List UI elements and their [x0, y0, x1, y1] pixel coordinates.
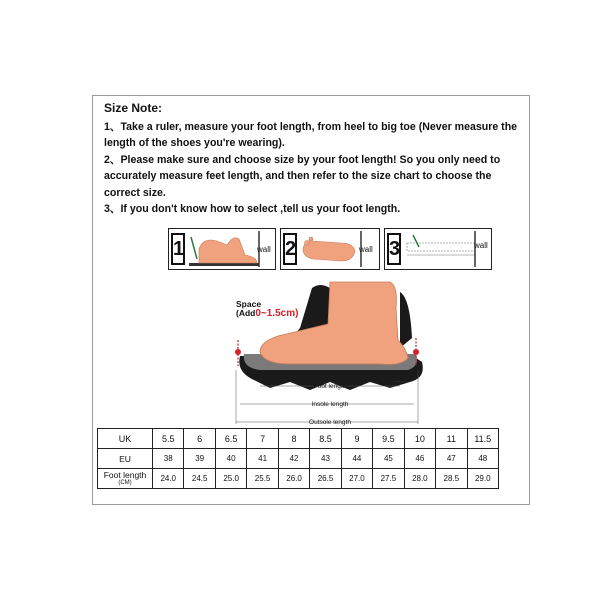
table-cell: 29.0: [467, 469, 498, 489]
size-note-line-2: 2、Please make sure and choose size by your foot length! So you only need to accurately measure feet length, and then refer to the size chart to choose the correct size.: [104, 153, 501, 199]
table-cell: 10: [404, 429, 435, 449]
size-note-line-3: 3、If you don't know how to select ,tell us your foot length.: [104, 203, 401, 215]
step-3-number: 3: [387, 233, 401, 265]
row-header-label: EU: [119, 453, 131, 464]
step-3-ruler-icon: [385, 229, 493, 271]
table-cell: 11: [436, 429, 467, 449]
step-2-number: 2: [283, 233, 297, 265]
step-2-panel: [280, 228, 380, 270]
table-cell: 24.0: [153, 469, 184, 489]
row-header-label: Foot length: [103, 469, 147, 480]
row-header: [98, 449, 153, 469]
table-cell: 5.5: [153, 429, 184, 449]
space-annotation: [236, 300, 298, 318]
table-cell: 44: [341, 449, 372, 469]
insole-length-label: Insole length: [311, 401, 349, 408]
size-note-title: Size Note:: [104, 101, 163, 115]
step-3-wall-label: wall: [474, 241, 488, 250]
step-1-number: 1: [171, 233, 185, 265]
table-cell: 47: [436, 449, 467, 469]
space-label: Space: [236, 299, 262, 309]
table-cell: 25.0: [215, 469, 246, 489]
row-header: [98, 429, 153, 449]
table-row: [98, 449, 499, 469]
row-header: [98, 469, 153, 489]
size-note-line-1: 1、Take a ruler, measure your foot length, from heel to big toe (Never measure the length of the shoes you're wearing).: [104, 120, 518, 149]
row-header-label: UK: [118, 433, 132, 444]
measurement-steps: [168, 228, 492, 272]
table-cell: 8.5: [310, 429, 341, 449]
table-cell: 8: [278, 429, 309, 449]
step-2-wall-label: wall: [359, 245, 373, 254]
table-row: [98, 469, 499, 489]
table-cell: 39: [184, 449, 215, 469]
table-cell: 38: [153, 449, 184, 469]
step-1-wall-label: wall: [257, 245, 271, 254]
table-cell: 27.0: [341, 469, 372, 489]
row-header-unit: (CM): [118, 479, 132, 486]
space-add-value: 0~1.5cm): [255, 308, 299, 319]
step-1-panel: [168, 228, 276, 270]
outsole-length-label: Outsole length: [309, 419, 351, 426]
table-cell: 7: [247, 429, 278, 449]
table-cell: 42: [278, 449, 309, 469]
size-note: [104, 100, 524, 218]
size-chart-table: [97, 428, 499, 489]
space-add-prefix: (Add: [236, 308, 256, 318]
foot-length-label: Foot length: [313, 383, 347, 390]
table-cell: 48: [467, 449, 498, 469]
table-cell: 6: [184, 429, 215, 449]
table-cell: 27.5: [373, 469, 404, 489]
table-cell: 9.5: [373, 429, 404, 449]
table-cell: 46: [404, 449, 435, 469]
table-cell: 9: [341, 429, 372, 449]
table-cell: 28.5: [436, 469, 467, 489]
table-cell: 25.5: [247, 469, 278, 489]
table-cell: 28.0: [404, 469, 435, 489]
table-cell: 6.5: [215, 429, 246, 449]
table-cell: 26.5: [310, 469, 341, 489]
table-row: [98, 429, 499, 449]
table-cell: 41: [247, 449, 278, 469]
table-cell: 11.5: [467, 429, 498, 449]
table-cell: 24.5: [184, 469, 215, 489]
step-3-panel: [384, 228, 492, 270]
table-cell: 45: [373, 449, 404, 469]
table-cell: 43: [310, 449, 341, 469]
table-cell: 26.0: [278, 469, 309, 489]
table-cell: 40: [215, 449, 246, 469]
